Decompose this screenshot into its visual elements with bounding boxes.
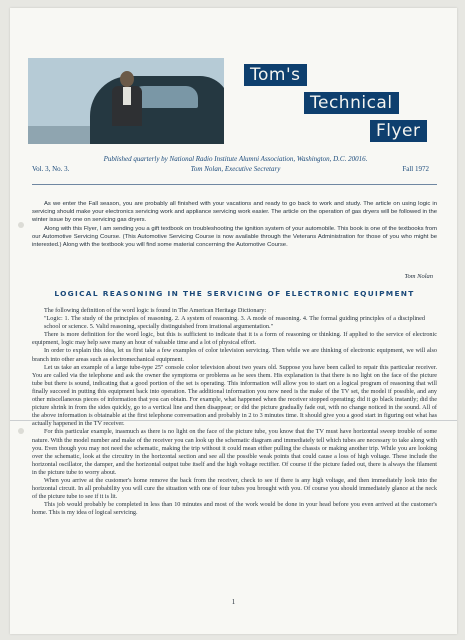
- editor-signature: Tom Nolan: [404, 273, 433, 280]
- intro-paragraph: As we enter the Fall season, you are probably all finished with your vacations and ready to go back to work and study. The article on using logic in servicing should make your electronics servicing work and appliance servicing work easier. The article on the operation of gas dryers will be followed in the winter issue by one on servicing gas dryers.: [32, 201, 437, 224]
- punch-hole: [18, 428, 24, 434]
- masthead-photo: [28, 58, 224, 144]
- title-line-2: Technical: [304, 92, 399, 114]
- intro-paragraph: Along with this Flyer, I am sending you a gift textbook on troubleshooting the ignition system of your automobile. This book is one of the textbooks from our Automotive Servicing Course. (This Automotive Servicing Course is now available through the Veterans Administration for those of you who might be interested.) Along with the textbook you will find some material concerning the Automotive Course.: [32, 225, 437, 249]
- masthead-title: [220, 58, 457, 148]
- article-paragraph: The following definition of the word logic is found in The American Heritage Dictionary:: [44, 307, 267, 314]
- title-line-1: Tom's: [244, 64, 307, 86]
- article-heading: LOGICAL REASONING IN THE SERVICING OF ELECTRONIC EQUIPMENT: [54, 289, 415, 298]
- article-paragraph: When you arrive at the customer's home remove the back from the receiver, check to see if there is any high voltage, and then immediately look into the horizontal circuit. In all probability you will cure the situation with one of four tubes you brought with you. Of course you should immediately glance at the neck of the picture tube to see if it is lit.: [32, 476, 437, 501]
- article-paragraph: For this particular example, inasmuch as there is no light on the face of the picture tube, you know that the TV must have horizontal sweep trouble of some nature. With the model number and make of the receiver you can look up the schematic diagram and immediately tell which tubes are necessary to take along with you. Even though you may not need the schematic, making the trip without it could mean either pulling the chassis or making another trip. While you are looking over the schematic, look at the circuitry in the horizontal section and see all the possible weak points that could cause a loss of high voltage. These include the horizontal oscillator, the damper, and the horizontal output tube itself and the high voltage rectifier. Of course if the picture faded out, there is always the filament in the picture tube to worry about.: [32, 428, 437, 476]
- punch-hole: [18, 222, 24, 228]
- newsletter-page: [10, 8, 457, 634]
- article-body: [32, 307, 437, 517]
- volume-number: Vol. 3, No. 3.: [32, 165, 70, 173]
- issue-date: Fall 1972: [402, 165, 429, 173]
- dictionary-quote: "Logic: 1. The study of the principles of reasoning. 2. A system of reasoning. 3. A mode of reasoning. 4. The formal guiding principles of a disciplined school or science. 5. Valid reasoning, specially distinguished from irrational argumentation.": [44, 315, 425, 331]
- article-paragraph: In order to explain this idea, let us first take a few examples of color television servicing. Then while we are thinking of electronic equipment, we will also branch into other areas such as electromechanical equipment.: [32, 347, 437, 363]
- page-number: 1: [231, 598, 236, 606]
- article-paragraph: There is more definition for the word logic, but this is sufficient to indicate that it is a form of reasoning or thinking. If applied to the service of electronic equipment, logic may help save many an hour of valuable time and a lot of physical effort.: [32, 331, 437, 347]
- article-paragraph: Let us take an example of a large tube-type 25" console color television about two years old. Suppose you have been called to repair this particular receiver. You are called via the telephone and ask the owner the symptoms or problems as he sees them. His explanation is that there is no light on the face of the picture tube but there is sound, indicating that a good portion of the set is operating. This information will allow you to start on a logical program of reasoning that will finally succeed in putting this equipment back into operation. The additional information you now need is the make of the TV set, the model if possible, and any other miscellaneous pieces of information that you can obtain. For example, what happened when the receiver stopped operating; did it go black instantly; did the picture shrink in from the sides quickly, go to a vertical line and then disappear; or did the picture gradually fade out, with no change noticed in the sound. All of the above information is obtainable at the first telephone conversation and probably in 2 to 3 minutes time. It should give you a good start in figuring out what has actually happened in the TV receiver.: [32, 363, 437, 428]
- publisher-line: Published quarterly by National Radio Institute Alumni Association, Washington, D.C. 20016. Tom Nolan, Executive Secretary: [103, 155, 368, 173]
- editor-intro: [32, 200, 437, 249]
- article-paragraph: This job would probably be completed in less than 10 minutes and most of the work would be done in your head before you even arrived at the customer's home. This is my idea of logical servicing.: [32, 501, 437, 517]
- title-line-3: Flyer: [370, 120, 427, 142]
- masthead-rule: [32, 184, 437, 185]
